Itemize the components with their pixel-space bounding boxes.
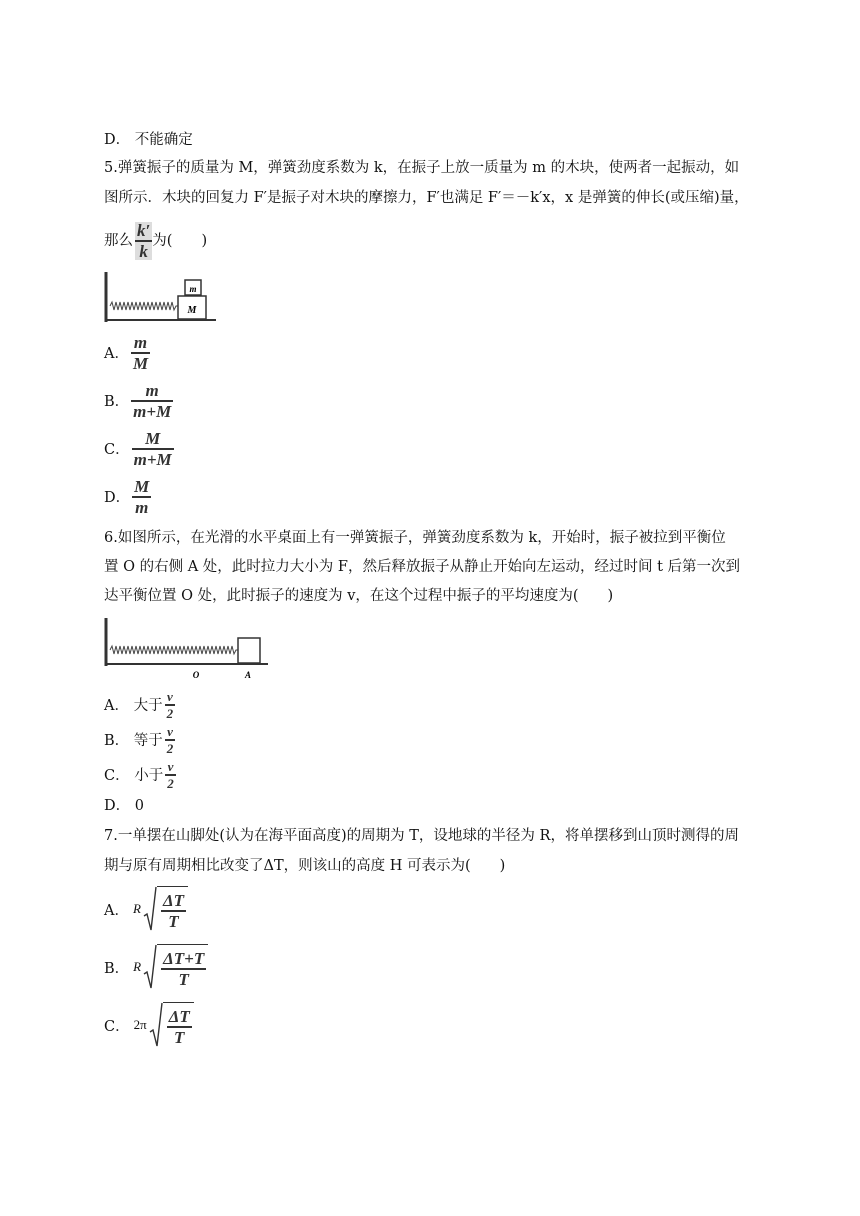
q6-option-d[interactable]: D． 0 bbox=[104, 798, 144, 814]
q6-option-c[interactable] bbox=[104, 760, 176, 790]
q5-option-d[interactable] bbox=[104, 478, 151, 516]
fraction-den: M bbox=[132, 353, 149, 373]
fraction-num: ΔT bbox=[162, 891, 184, 911]
option-fraction bbox=[167, 1008, 192, 1046]
option-fraction bbox=[161, 892, 186, 930]
q4-option-d: D． 不能确定 bbox=[104, 132, 193, 148]
q6-stem-line-3: 达平衡位置 O 处，此时振子的速度为 v，在这个过程中振子的平均速度为( ) bbox=[104, 588, 614, 604]
radical-icon bbox=[143, 886, 157, 932]
option-fraction bbox=[161, 950, 206, 988]
sqrt-sign bbox=[143, 886, 188, 932]
q7-option-a[interactable] bbox=[104, 886, 188, 932]
radical-icon bbox=[143, 944, 157, 990]
spring bbox=[110, 302, 178, 310]
fraction-num: m bbox=[145, 381, 159, 400]
option-fraction bbox=[132, 430, 174, 468]
option-label: A． bbox=[104, 346, 129, 363]
fraction-num: ΔT+T bbox=[163, 949, 205, 969]
option-label: B． bbox=[104, 960, 130, 977]
q6-option-a[interactable] bbox=[104, 690, 175, 720]
q5-stem-prefix: 那么 bbox=[104, 232, 133, 249]
q5-stem-line-3 bbox=[104, 222, 207, 260]
q6-spring-figure bbox=[102, 616, 274, 682]
fraction-den: m+M bbox=[133, 449, 172, 469]
q5-option-c[interactable] bbox=[104, 430, 174, 468]
option-label: A． 大于 bbox=[104, 698, 163, 715]
q5-stem-suffix: 为( ) bbox=[152, 232, 208, 249]
fraction-den: T bbox=[168, 911, 179, 931]
option-label: C． bbox=[104, 442, 130, 459]
label-a: A bbox=[244, 670, 252, 680]
q6-stem-line-2: 置 O 的右侧 A 处，此时拉力大小为 F，然后释放振子从静止开始向左运动，经过时间 t 后第一次到 bbox=[104, 559, 741, 575]
fraction-den: T bbox=[178, 969, 189, 989]
fraction-num: v bbox=[167, 724, 173, 739]
fraction-den: T bbox=[174, 1027, 185, 1047]
fraction-num: M bbox=[145, 429, 161, 448]
fraction-num: M bbox=[134, 477, 150, 496]
fraction-den: m bbox=[135, 497, 149, 517]
q5-stem-line-1: 5.弹簧振子的质量为 M，弹簧劲度系数为 k，在振子上放一质量为 m 的木块，使两者一起振动，如 bbox=[104, 160, 740, 176]
q5-stem-line-2: 图所示．木块的回复力 F′是振子对木块的摩擦力，F′也满足 F′＝－k′x，x 是弹簧的伸长(或压缩)量， bbox=[104, 190, 749, 206]
option-label: C． bbox=[104, 1018, 130, 1035]
sqrt-sign bbox=[143, 944, 208, 990]
sqrt-sign bbox=[149, 1002, 194, 1048]
q7-stem-line-2: 期与原有周期相比改变了ΔT，则该山的高度 H 可表示为( ) bbox=[104, 858, 506, 874]
q7-stem-line-1: 7.一单摆在山脚处(认为在海平面高度)的周期为 T，设地球的半径为 R，将单摆移到山顶时测得的周 bbox=[104, 828, 739, 844]
oscillator-block bbox=[238, 638, 260, 663]
fraction-den: m+M bbox=[133, 401, 172, 421]
option-prefix: R bbox=[133, 959, 142, 974]
option-prefix: R bbox=[132, 901, 141, 916]
q7-option-b[interactable] bbox=[104, 944, 208, 990]
option-fraction bbox=[131, 382, 173, 420]
small-block-label: m bbox=[189, 284, 197, 294]
fraction-num: ΔT bbox=[168, 1007, 190, 1027]
q5-ratio-num: k′ bbox=[137, 221, 151, 240]
option-label: C． 小于 bbox=[104, 768, 164, 785]
fraction-den: 2 bbox=[166, 705, 174, 721]
big-block-label: M bbox=[187, 305, 197, 316]
q5-option-b[interactable] bbox=[104, 382, 173, 420]
option-fraction bbox=[165, 760, 176, 790]
q5-spring-figure bbox=[102, 270, 220, 326]
q6-stem-line-1: 6.如图所示，在光滑的水平桌面上有一弹簧振子，弹簧劲度系数为 k，开始时，振子被拉到平衡位 bbox=[104, 530, 726, 546]
radical-icon bbox=[149, 1002, 163, 1048]
fraction-num: m bbox=[133, 333, 148, 352]
fraction-den: 2 bbox=[166, 740, 174, 756]
fraction-den: 2 bbox=[167, 775, 174, 791]
fraction-num: v bbox=[166, 689, 173, 704]
option-label: A． bbox=[104, 902, 129, 919]
q7-option-c[interactable] bbox=[104, 1002, 194, 1048]
fraction-num: v bbox=[167, 759, 174, 774]
spring bbox=[110, 646, 238, 654]
option-label: D． bbox=[104, 490, 131, 507]
option-fraction bbox=[165, 725, 176, 755]
q6-option-b[interactable] bbox=[104, 725, 175, 755]
label-o: O bbox=[192, 670, 200, 680]
q5-option-a[interactable] bbox=[104, 334, 150, 372]
option-fraction bbox=[165, 690, 176, 720]
option-label: B． 等于 bbox=[104, 733, 163, 750]
q5-ratio-fraction bbox=[135, 222, 152, 260]
option-fraction bbox=[131, 334, 150, 372]
option-fraction bbox=[132, 478, 151, 516]
option-label: B． bbox=[104, 394, 130, 411]
q5-ratio-den: k bbox=[139, 241, 148, 261]
option-prefix: 2π bbox=[133, 1017, 147, 1032]
